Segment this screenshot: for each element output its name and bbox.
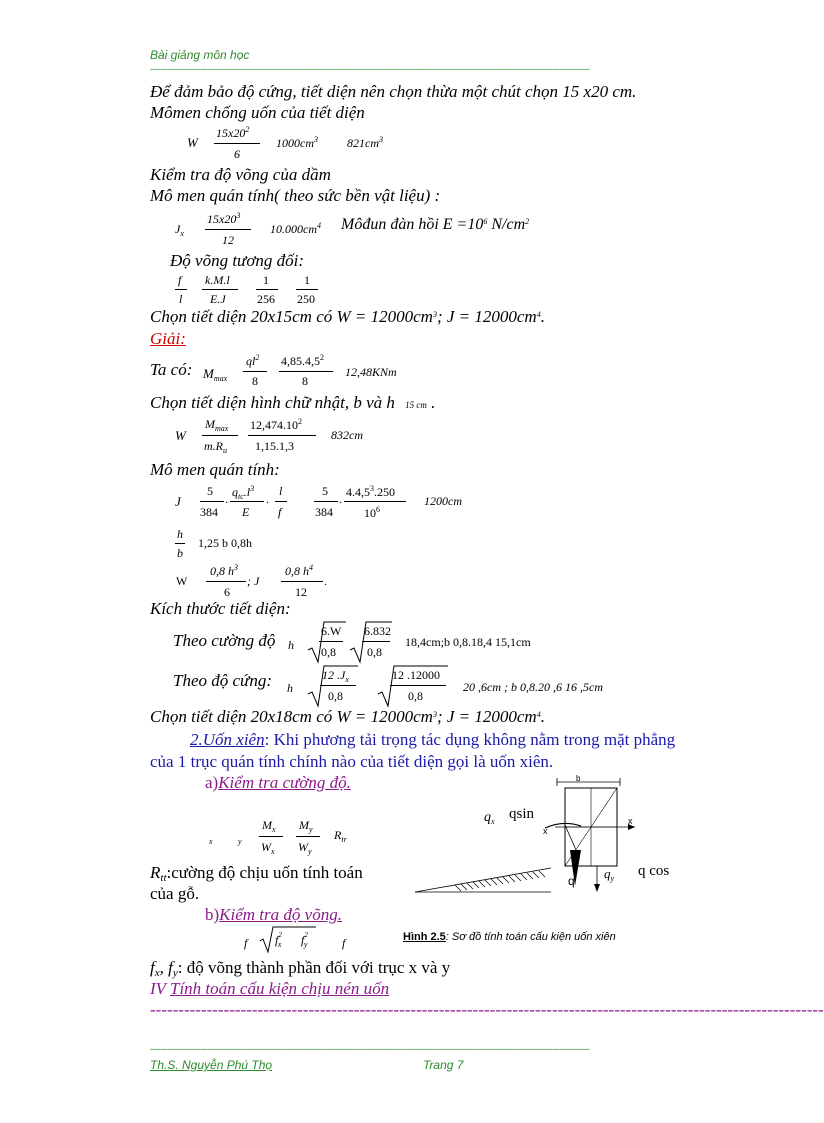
text-line-9: Mô men quán tính:: [150, 460, 280, 479]
text-line-5: Độ võng tương đối:: [170, 251, 305, 270]
rtt-line-1: Rtt:cường độ chịu uốn tính toán: [150, 863, 363, 884]
text-line-10: Kích thước tiết diện:: [150, 599, 291, 618]
header-divider: --------------------------------------------------------------------------------------------------------------------------------------------------------------------------------: [150, 64, 590, 74]
figure-caption: Hình 2.5: Sơ đồ tính toán cấu kiện uốn xiên: [403, 931, 616, 943]
text-line-3: Kiểm tra độ võng của dầm: [150, 165, 331, 184]
uon-xien-line-2: của 1 trục quán tính chính nào của tiết diện gọi là uốn xiên.: [150, 752, 554, 771]
footer-author: Th.S. Nguyễn Phú Thọ: [150, 1058, 273, 1072]
footer-divider: --------------------------------------------------------------------------------------------------------------------------------------------------------------------------------: [150, 1044, 590, 1054]
text-line-2: Mômen chống uốn của tiết diện: [150, 103, 365, 122]
fxfy-line: fx, fy: độ võng thành phần đối với trục x và y: [150, 958, 451, 979]
text-line-4: Mô men quán tính( theo sức bền vật liệu) :: [150, 186, 441, 205]
heading-iv: IV Tính toán cấu kiện chịu nén uốn: [150, 979, 390, 998]
divider-dashes: -----------------------------------------------------------------------------------------------------------------------: [150, 1000, 824, 1019]
text-line-1: Để đảm bảo độ cứng, tiết diện nên chọn thừa một chút chọn 15 x20 cm.: [150, 82, 637, 101]
header-title: Bài giảng môn học: [150, 48, 250, 62]
heading-a: a)Kiểm tra cường độ.: [205, 773, 351, 792]
heading-b: b)Kiểm tra độ võng.: [205, 905, 342, 924]
uon-xien-line-1: 2.Uốn xiên: Khi phương tải trọng tác dụng không nằm trong mặt phẳng: [190, 730, 676, 749]
rtt-line-2: của gỗ.: [150, 884, 200, 903]
text-line-11: Chọn tiết diện 20x18cm có $W = 12000cm^3$; $J = 12000cm^4$.: [150, 707, 545, 726]
text-line-6: Chọn tiết diện 20x15cm có $W = 12000cm^3$; $J = 12000cm^4$.: [150, 307, 545, 326]
text-line-8: Chọn tiết diện hình chữ nhật, b và h 15 cm .: [150, 393, 436, 412]
footer-page-number: Trang 7: [423, 1058, 464, 1072]
giai-heading: Giải:: [150, 329, 186, 348]
